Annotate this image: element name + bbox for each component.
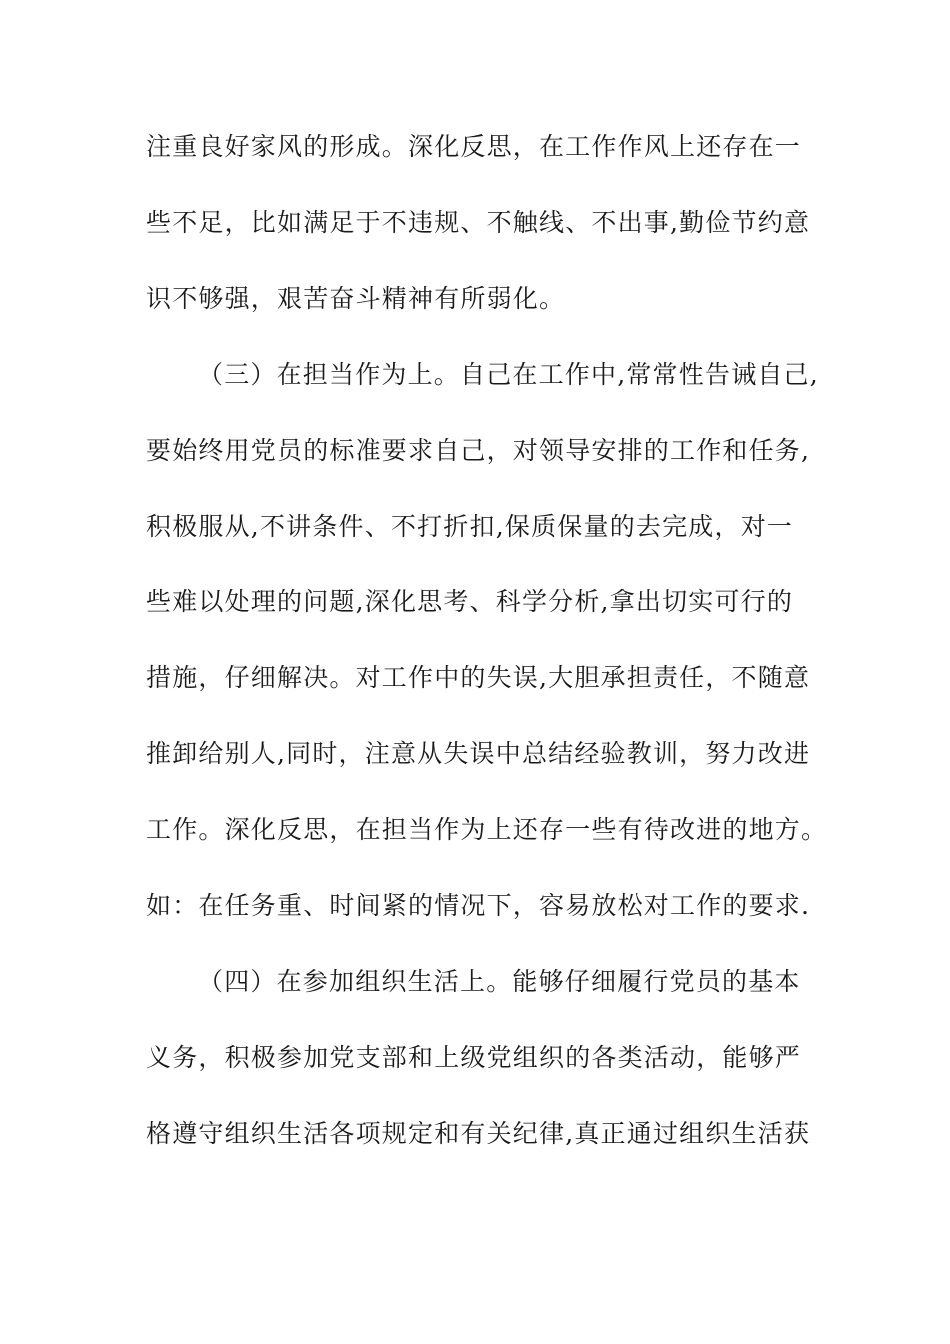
paragraph-line: 义务，积极参加党支部和上级党组织的各类活动，能够严	[146, 1043, 802, 1072]
paragraph-line: 如：在任务重、时间紧的情况下，容易放松对工作的要求.	[146, 891, 811, 920]
paragraph-line: 识不够强，艰苦奋斗精神有所弱化。	[146, 284, 566, 313]
paragraph-line: 工作。深化反思，在担当作为上还存一些有待改进的地方。	[146, 815, 828, 844]
paragraph-line: 格遵守组织生活各项规定和有关纪律,真正通过组织生活获	[146, 1119, 811, 1148]
paragraph-line: 些难以处理的问题,深化思考、科学分析,拿出切实可行的	[146, 587, 794, 616]
paragraph-line: 注重良好家风的形成。深化反思，在工作作风上还存在一	[146, 132, 802, 161]
paragraph-line: 措施，仔细解决。对工作中的失误,大胆承担责任，不随意	[146, 663, 811, 692]
paragraph-line: 积极服从,不讲条件、不打折扣,保质保量的去完成，对一	[146, 512, 794, 541]
section-four-heading-line: （四）在参加组织生活上。能够仔细履行党员的基本	[198, 967, 801, 996]
paragraph-line: 推卸给别人,同时，注意从失误中总结经验教训，努力改进	[146, 739, 811, 768]
section-three-heading-line: （三）在担当作为上。自己在工作中,常常性告诫自己,	[198, 360, 819, 389]
paragraph-line: 要始终用党员的标准要求自己，对领导安排的工作和任务,	[146, 436, 811, 465]
paragraph-line: 些不足，比如满足于不违规、不触线、不出事,勤俭节约意	[146, 208, 811, 237]
